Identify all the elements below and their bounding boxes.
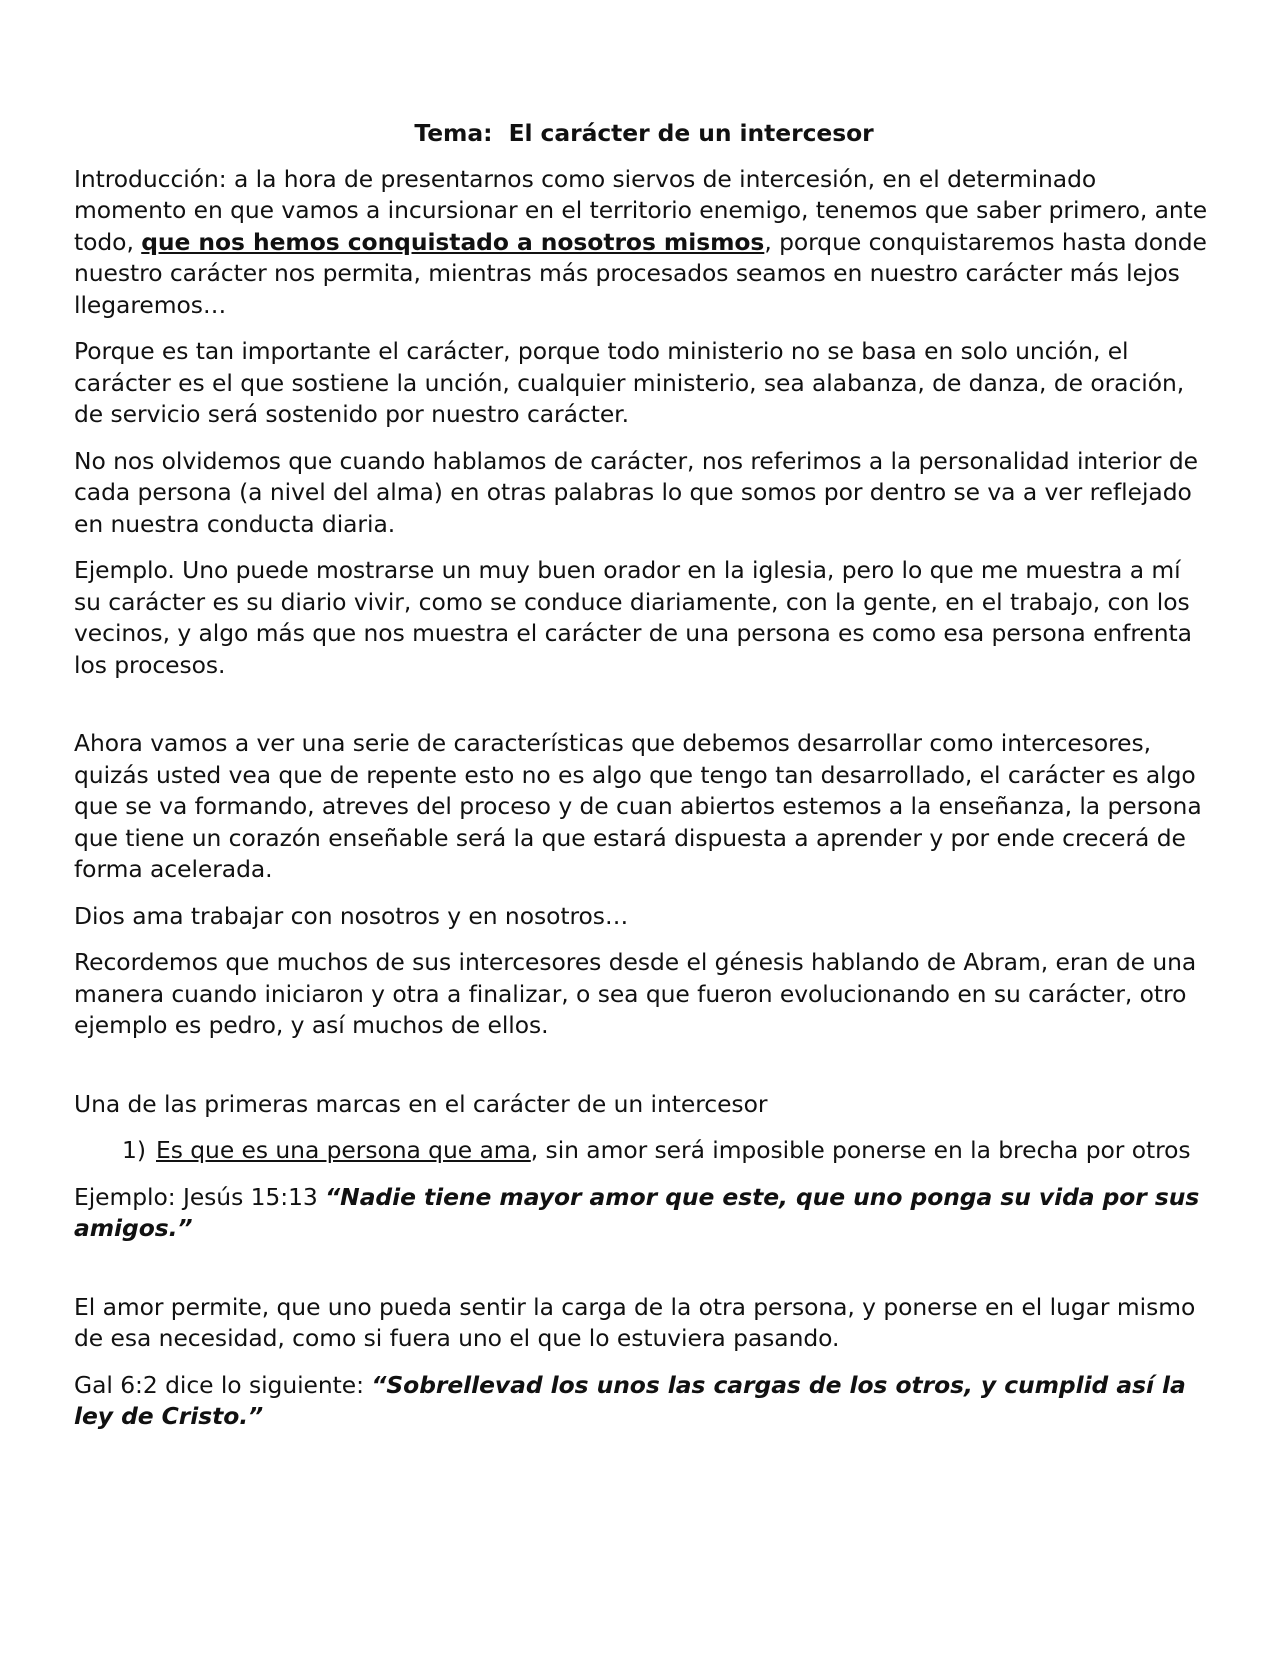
paragraph-love: El amor permite, que uno pueda sentir la carga de la otra persona, y ponerse en el lugar mismo de esa necesidad, como si fuera uno el que lo estuviera pasando. [74,1292,1196,1352]
example-john-quote: “Nadie tiene mayor amor que este, que uno ponga su vida por sus amigos.” [74,1182,1200,1242]
document-page [74,118,1214,1448]
paragraph-importance: Porque es tan importante el carácter, porque todo ministerio no se basa en solo unción, el carácter es el que sostiene la unción, cualquier ministerio, sea alabanza, de danza, de oración, de servicio será sostenido por nuestro carácter. [74,337,1185,428]
document-title: Tema: El carácter de un intercesor [414,119,874,147]
list-item [74,1135,1214,1167]
list-body [156,1135,1214,1167]
example-john [74,1182,1214,1245]
paragraph-god-works: Dios ama trabajar con nosotros y en nosotros… [74,901,629,930]
example-john-label: Ejemplo: Jesús 15:13 [74,1182,326,1211]
paragraph-definition: No nos olvidemos que cuando hablamos de carácter, nos referimos a la personalidad interior de cada persona (a nivel del alma) en otras palabras lo que somos por dentro se va a ver reflejado en nuestra conducta diaria. [74,446,1198,538]
list-underlined-text: Es que es una persona que ama [156,1136,531,1164]
intro-text-before: Introducción: a la hora de presentarnos como siervos de intercesión, en el determinado momento en que vamos a incursionar en el territorio enemigo, tenemos que saber primero, ante todo, [74,164,1208,256]
intro-paragraph [74,164,1214,322]
paragraph-characteristics: Ahora vamos a ver una serie de características que debemos desarrollar como intercesores, quizás usted vea que de repente esto no es algo que tengo tan desarrollado, el carácter es algo que se va formando, atreves del proceso y de cuan abiertos estemos a la enseñanza, la persona que tiene un corazón enseñable será la que estará dispuesta a aprender y por ende crecerá de forma acelerada. [74,729,1202,883]
list-number: 1) [122,1136,146,1164]
paragraph-remember: Recordemos que muchos de sus intercesores desde el génesis hablando de Abram, eran de una manera cuando iniciaron y otra a finalizar, o sea que fueron evolucionando en su carácter, otro ejemplo es pedro, y así muchos de ellos. [74,948,1197,1039]
intro-text-after: , porque conquistaremos hasta donde nuestro carácter nos permita, mientras más procesados seamos en nuestro carácter más lejos llegaremos… [74,227,1207,319]
paragraph-example: Ejemplo. Uno puede mostrarse un muy buen orador en la iglesia, pero lo que me muestra a mí su carácter es su diario vivir, como se conduce diariamente, con la gente, en el trabajo, con los vecinos, y algo más que nos muestra el carácter de una persona es como esa persona enfrenta los procesos. [74,556,1192,679]
example-galatians-label: Gal 6:2 dice lo siguiente: [74,1370,372,1399]
example-galatians-quote: “Sobrellevad los unos las cargas de los otros, y cumplid así la ley de Cristo.” [74,1370,1186,1430]
example-galatians [74,1370,1214,1433]
intro-emphasis: que nos hemos conquistado a nosotros mismos [141,227,765,256]
paragraph-first-marks: Una de las primeras marcas en el carácter de un intercesor [74,1089,768,1118]
list-rest-text: , sin amor será imposible ponerse en la brecha por otros [530,1136,1191,1164]
